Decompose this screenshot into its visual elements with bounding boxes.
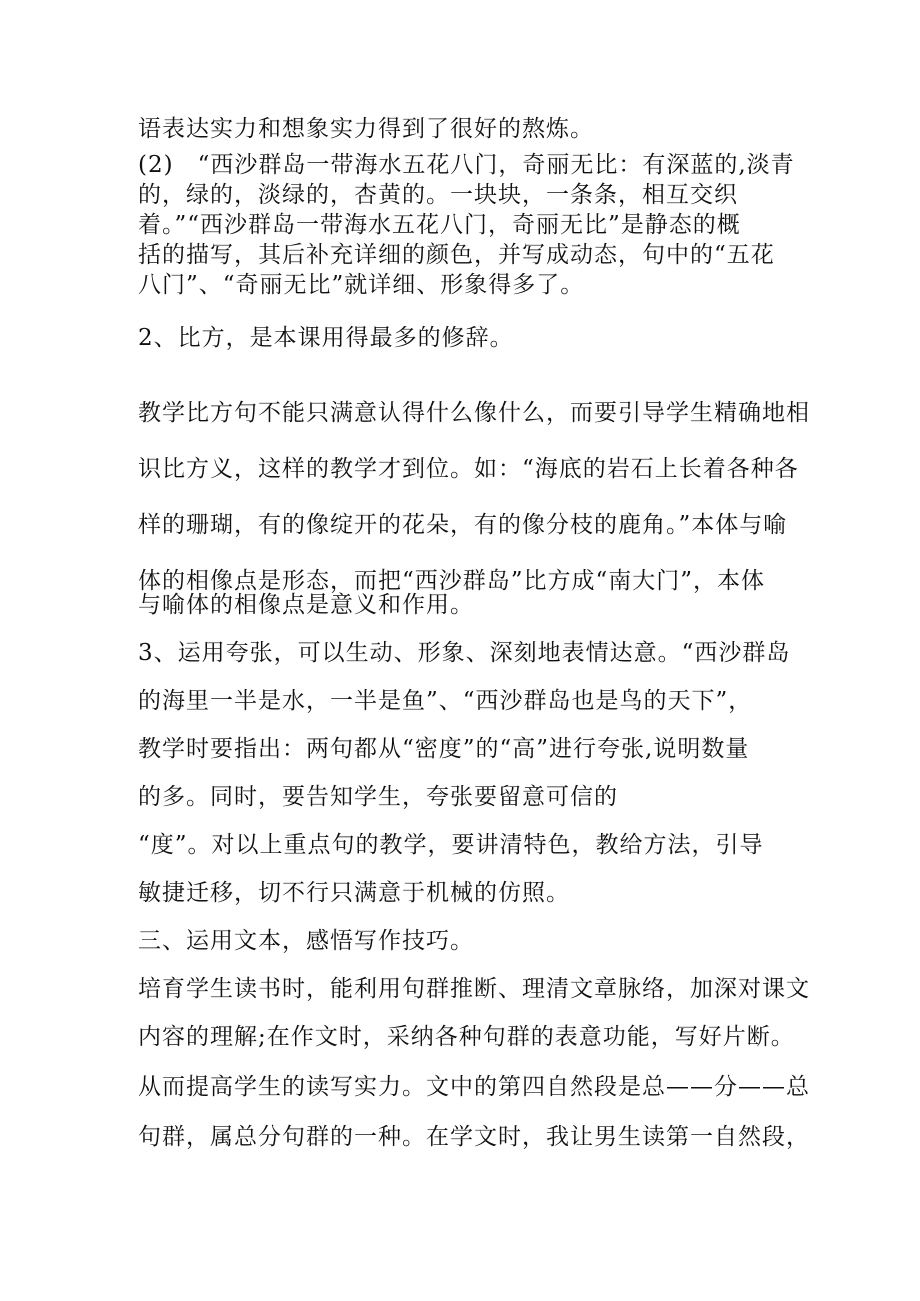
text-line: 体的相像点是形态，而把“西沙群岛”比方成“南大门”，本体 xyxy=(138,568,766,594)
text-line: 的多。同时，要告知学生，夸张要留意可信的 xyxy=(138,784,618,810)
text-line: 培育学生读书时，能利用句群推断、理清文章脉络，加深对课文 xyxy=(138,976,810,1002)
text-line: 3、运用夸张，可以生动、形象、深刻地表情达意。“西沙群岛 xyxy=(138,640,791,666)
text-line: 识比方义，这样的教学才到位。如：“海底的岩石上长着各种各 xyxy=(138,456,799,482)
text-line: 八门”、“奇丽无比”就详细、形象得多了。 xyxy=(138,272,585,298)
section-heading: 三、运用文本，感悟写作技巧。 xyxy=(138,928,474,954)
section-heading: 2、比方，是本课用得最多的修辞。 xyxy=(138,325,514,351)
text-line: (2) “西沙群岛一带海水五花八门，奇丽无比：有深蓝的,淡青 xyxy=(138,152,795,178)
text-line: 样的珊瑚，有的像绽开的花朵，有的像分枝的鹿角。”本体与喻 xyxy=(138,512,788,538)
text-line: 句群，属总分句群的一种。在学文时，我让男生读第一自然段， xyxy=(138,1124,810,1150)
text-line: 语表达实力和想象实力得到了很好的熬炼。 xyxy=(138,116,594,142)
text-line: 敏捷迁移，切不行只满意于机械的仿照。 xyxy=(138,880,570,906)
text-line: 从而提高学生的读写实力。文中的第四自然段是总——分——总 xyxy=(138,1074,810,1100)
text-line: 的，绿的，淡绿的，杏黄的。一块块，一条条，相互交织 xyxy=(138,182,738,208)
text-line: 的海里一半是水，一半是鱼”、“西沙群岛也是鸟的天下”， xyxy=(138,688,753,714)
text-line: 与喻体的相像点是意义和作用。 xyxy=(138,592,474,618)
text-line: 教学比方句不能只满意认得什么像什么，而要引导学生精确地相 xyxy=(138,400,810,426)
text-line: “度”。对以上重点句的教学，要讲清特色，教给方法，引导 xyxy=(138,832,764,858)
text-line: 括的描写，其后补充详细的颜色，并写成动态，句中的“五花 xyxy=(138,242,775,268)
text-line: 着。”“西沙群岛一带海水五花八门，奇丽无比”是静态的概 xyxy=(138,212,741,238)
text-line: 内容的理解;在作文时，采纳各种句群的表意功能，写好片断。 xyxy=(138,1024,795,1050)
text-line: 教学时要指出：两句都从“密度”的“高”进行夸张,说明数量 xyxy=(138,736,750,762)
